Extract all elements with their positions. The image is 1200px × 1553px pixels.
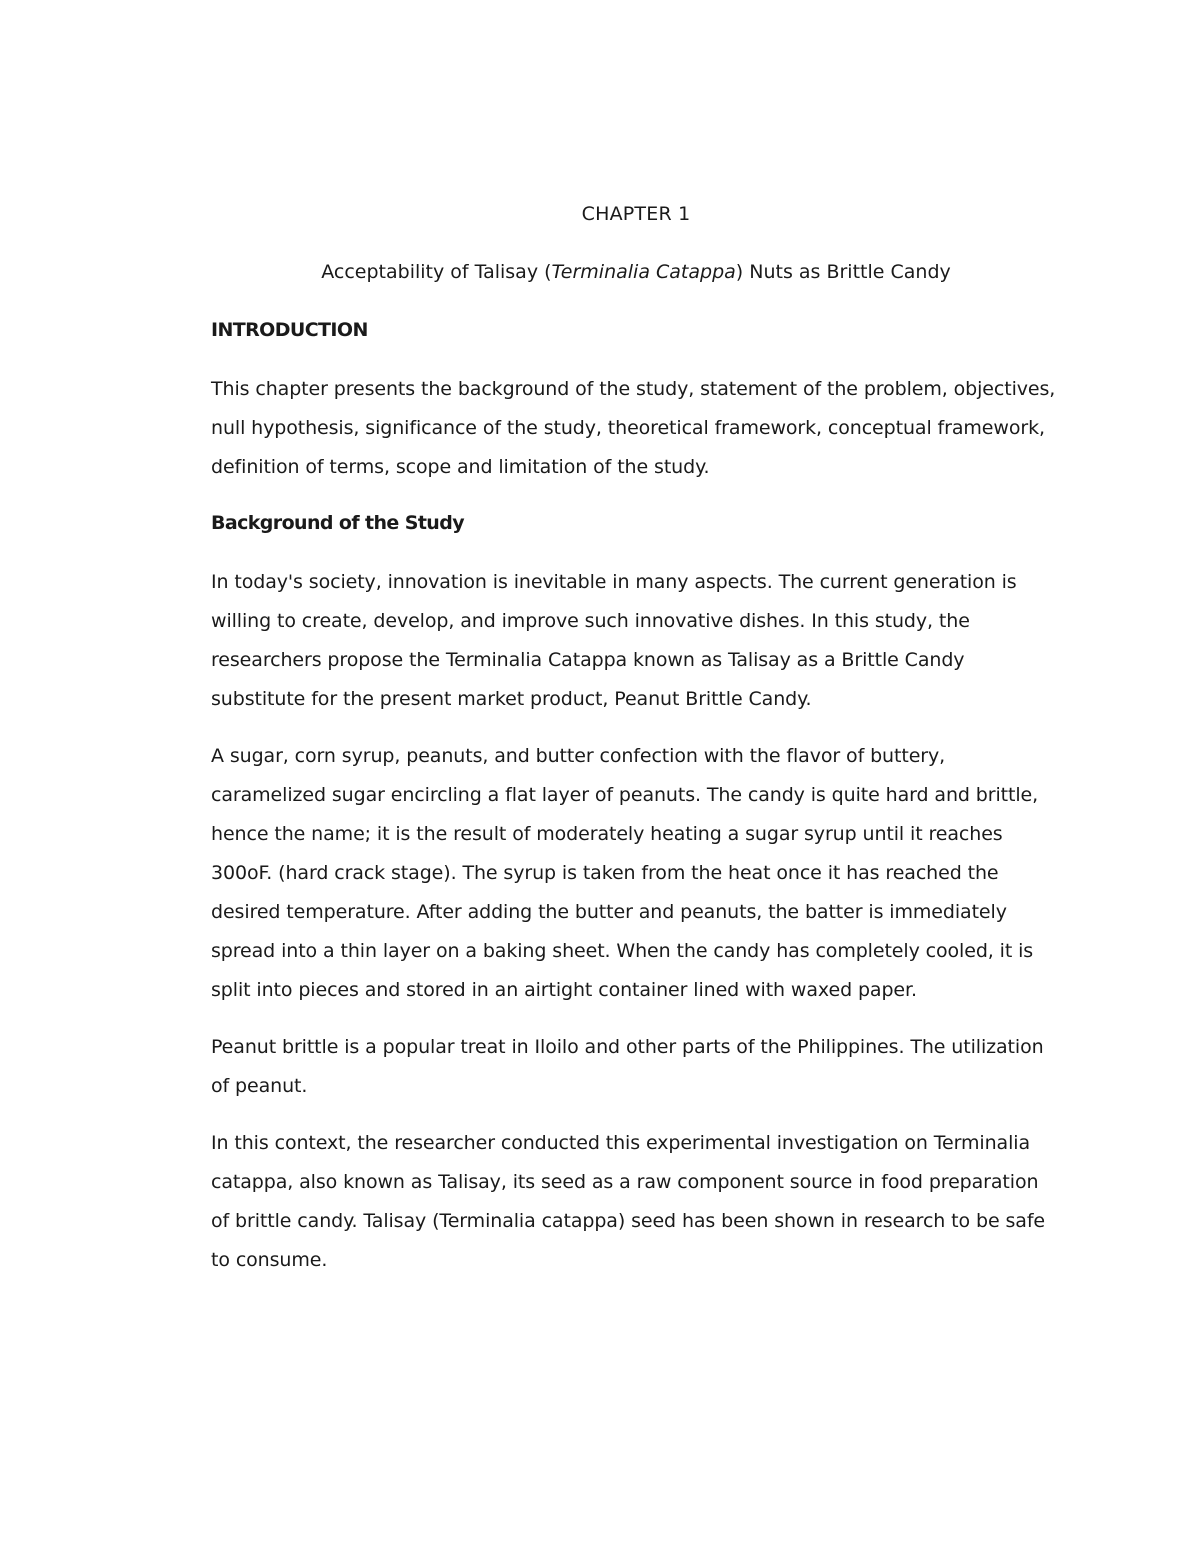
background-paragraph-2: A sugar, corn syrup, peanuts, and butter confection with the flavor of buttery, caramelized sugar encircling a flat layer of peanuts. The candy is quite hard and brittle, hence the name; it is the result of moderately heating a sugar syrup until it reaches 300oF. (hard crack stage). The syrup is taken from the heat once it has reached the desired temperature. After adding the butter and peanuts, the batter is immediately spread into a thin layer on a baking sheet. When the candy has completely cooled, it is split into pieces and stored in an airtight container lined with waxed paper.: [211, 745, 1039, 1001]
introduction-paragraph: This chapter presents the background of the study, statement of the problem, objectives, null hypothesis, significance of the study, theoretical framework, conceptual framework, definition of terms, scope and limitation of the study.: [211, 378, 1056, 478]
title-suffix: ) Nuts as Brittle Candy: [735, 261, 951, 283]
title-prefix: Acceptability of Talisay (: [321, 261, 552, 283]
chapter-label: CHAPTER 1: [581, 203, 691, 225]
background-paragraph-4: In this context, the researcher conducted this experimental investigation on Terminalia catappa, also known as Talisay, its seed as a raw component source in food preparation of brittle candy. Talisay (Terminalia catappa) seed has been shown in research to be safe to consume.: [211, 1132, 1046, 1271]
title-scientific-name: Terminalia Catappa: [551, 261, 736, 283]
introduction-heading: INTRODUCTION: [211, 319, 368, 341]
background-paragraph-1: In today's society, innovation is inevitable in many aspects. The current generation is willing to create, develop, and improve such innovative dishes. In this study, the researchers propose the Terminalia Catappa known as Talisay as a Brittle Candy substitute for the present market product, Peanut Brittle Candy.: [211, 571, 1017, 710]
document-title: [211, 254, 1061, 290]
background-paragraph-3: Peanut brittle is a popular treat in Iloilo and other parts of the Philippines. The utilization of peanut.: [211, 1036, 1044, 1097]
document-body: [211, 196, 1061, 1298]
background-heading: Background of the Study: [211, 512, 465, 534]
